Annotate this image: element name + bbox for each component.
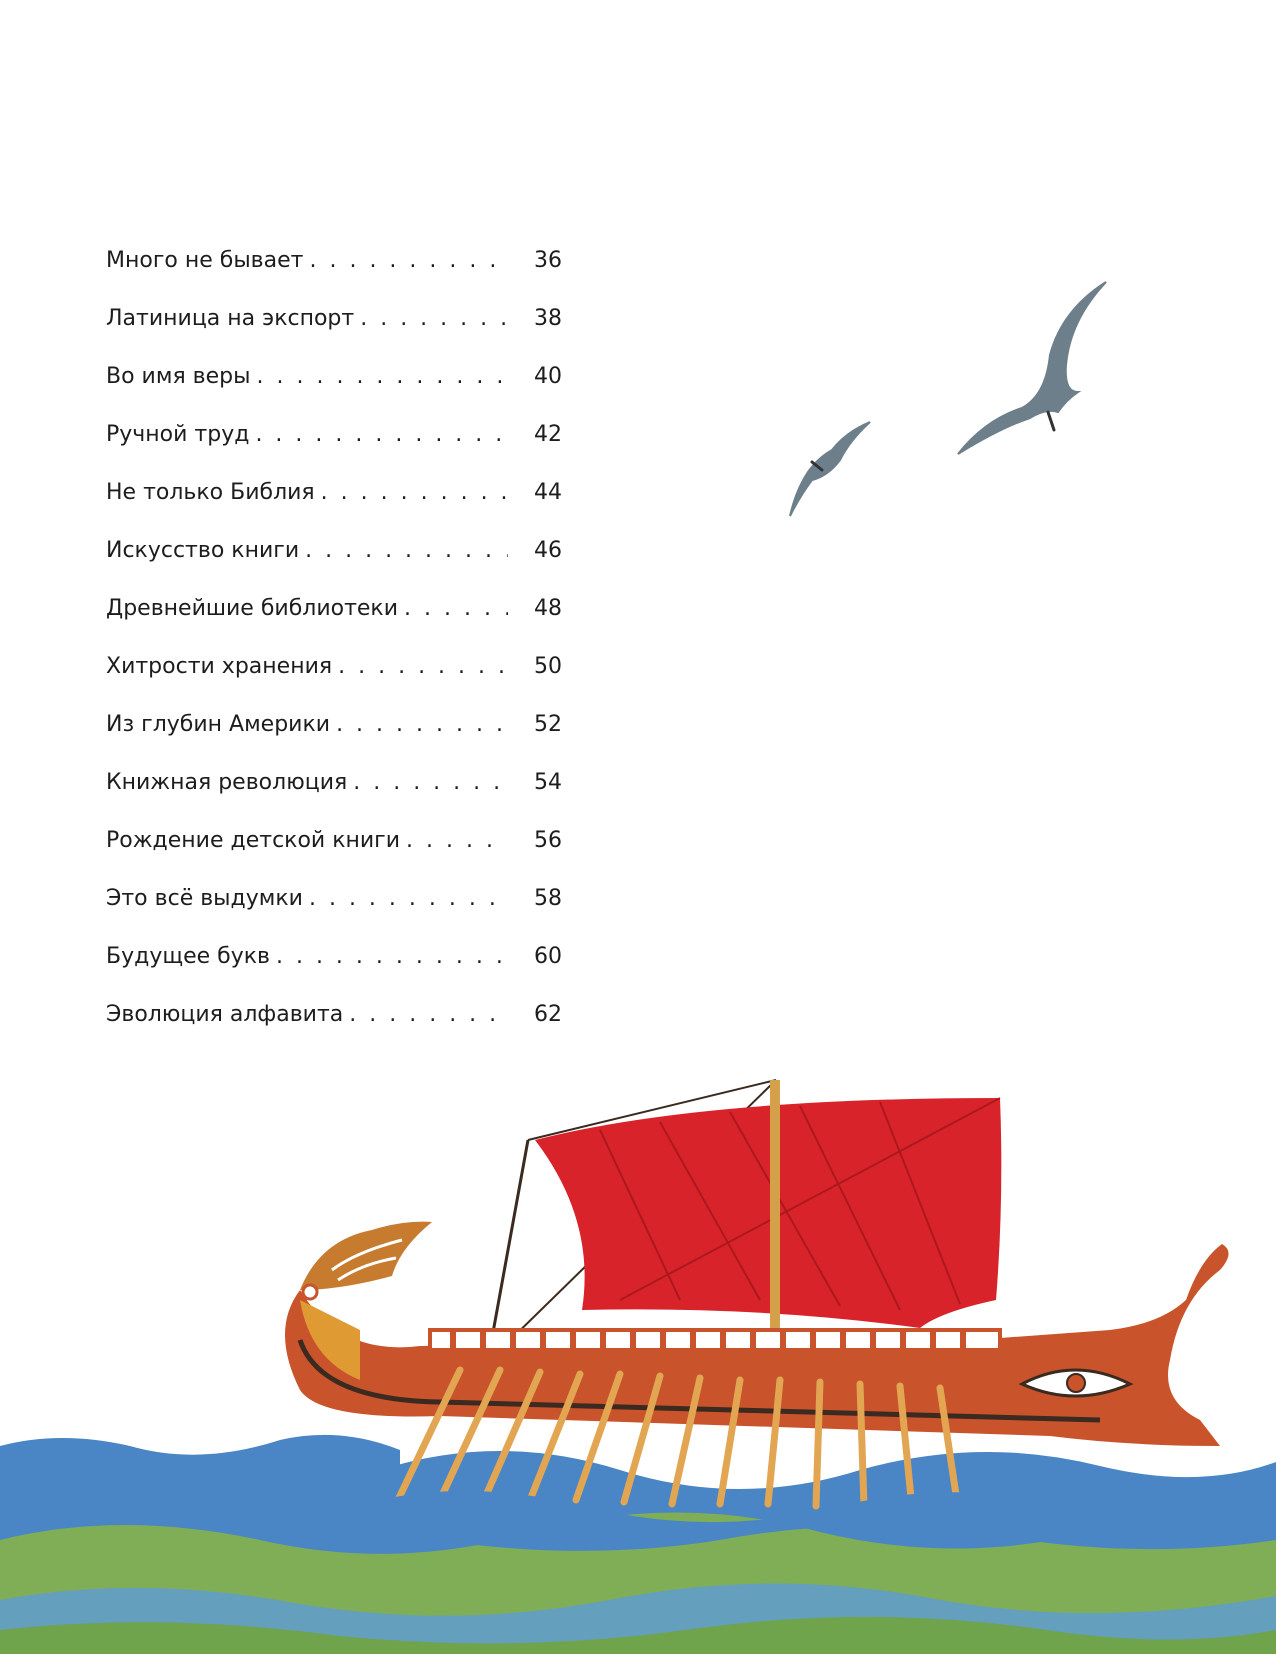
toc-entry-title: Будущее букв (106, 944, 270, 969)
toc-entry-title: Латиница на экспорт (106, 306, 355, 331)
seagull-icon (790, 422, 870, 516)
toc-entry-page: 38 (534, 306, 562, 331)
toc-entry-page: 54 (534, 770, 562, 795)
toc-entry-page: 48 (534, 596, 562, 621)
toc-entry-title: Искусство книги (106, 538, 300, 563)
toc-entry-title: Из глубин Америки (106, 712, 331, 737)
toc-entry-page: 36 (534, 248, 562, 273)
toc-entry-title: Не только Библия (106, 480, 315, 505)
toc-entry-title: Древнейшие библиотеки (106, 596, 399, 621)
toc-entry-title: Много не бывает (106, 248, 304, 273)
toc-entry-page: 52 (534, 712, 562, 737)
toc-entry-page: 58 (534, 886, 562, 911)
toc-entry-title: Книжная революция (106, 770, 348, 795)
toc-entry-title: Во имя веры (106, 364, 251, 389)
toc-entry-title: Хитрости хранения (106, 654, 333, 679)
toc-entry-page: 60 (534, 944, 562, 969)
toc-entry-title: Ручной труд (106, 422, 250, 447)
toc-entry-page: 50 (534, 654, 562, 679)
seagull-icon (958, 282, 1106, 454)
toc-entry-page: 56 (534, 828, 562, 853)
toc-entry-page: 42 (534, 422, 562, 447)
greek-trireme-icon (285, 1080, 1229, 1508)
toc-entry-title: Рождение детской книги (106, 828, 401, 853)
toc-entry-page: 40 (534, 364, 562, 389)
toc-entry-page: 46 (534, 538, 562, 563)
toc-entry-title: Эволюция алфавита (106, 1002, 344, 1027)
toc-entry-title: Это всё выдумки (106, 886, 303, 911)
toc-entry-page: 44 (534, 480, 562, 505)
toc-entry-page: 62 (534, 1002, 562, 1027)
